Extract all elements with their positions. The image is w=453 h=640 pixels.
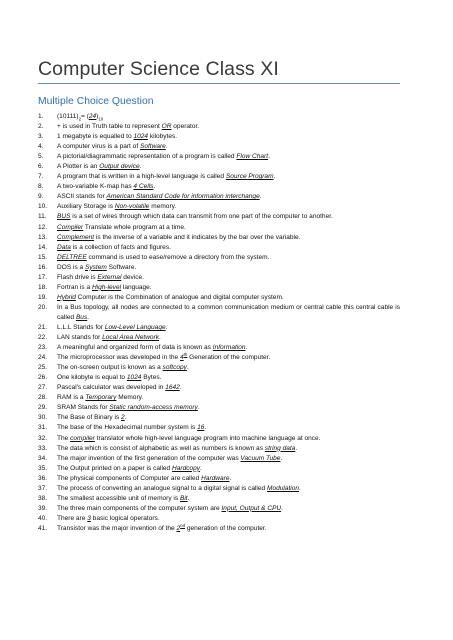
question-text: . <box>204 424 207 432</box>
question-text: . <box>259 193 262 201</box>
question-item <box>38 323 400 333</box>
answer-text: External <box>97 273 122 281</box>
question-item <box>38 273 400 283</box>
answer-text: 1642 <box>165 384 180 392</box>
question-item <box>38 202 400 212</box>
ordinal-superscript: nd <box>180 522 186 528</box>
question-text: A program that is written in a high-level language is called <box>57 173 226 181</box>
question-number: 34. <box>38 454 48 462</box>
answer-text: BUS <box>57 213 71 221</box>
question-text: ASCII stands for <box>57 193 107 201</box>
question-number: 12. <box>38 223 48 231</box>
answer-text: 2 <box>176 524 181 532</box>
question-item <box>38 454 400 464</box>
question-item <box>38 263 400 273</box>
question-text: A pictorial/diagrammatic representation of a program is called <box>57 153 237 161</box>
answer-text: softcopy <box>162 364 187 372</box>
question-text: The base of the Hexadecimal number system is <box>57 424 198 432</box>
question-number: 14. <box>38 243 48 251</box>
question-text: Pascal's calculator was developed in <box>57 384 166 392</box>
question-number: 17. <box>38 273 48 281</box>
question-item <box>38 444 400 454</box>
question-number: 6. <box>38 163 44 171</box>
question-number: 8. <box>38 183 44 191</box>
question-number: 16. <box>38 263 48 271</box>
question-number: 23. <box>38 344 48 352</box>
question-number: 19. <box>38 293 48 301</box>
question-number: 13. <box>38 233 48 241</box>
question-number: 33. <box>38 444 48 452</box>
question-text: is a set of wires through which data can transmit from one part of the computer to another. <box>70 213 333 221</box>
answer-text: High-level <box>91 283 122 291</box>
question-text: Computer is the Combination of analogue and digital computer system. <box>75 293 284 301</box>
answer-text: System <box>85 263 107 271</box>
question-number: 35. <box>38 464 48 472</box>
answer-text: 16 <box>197 424 205 432</box>
document-title: Computer Science Class XI <box>38 58 279 80</box>
question-text: is a collection of facts and figures. <box>70 243 171 251</box>
question-number: 40. <box>38 514 48 522</box>
question-number: 11. <box>38 213 47 221</box>
question-number: 29. <box>38 404 48 412</box>
title-underline <box>38 83 400 84</box>
question-item <box>38 253 400 263</box>
question-text: DOS is a <box>57 263 86 271</box>
answer-text: DELTREE <box>57 253 87 261</box>
question-item <box>38 233 400 243</box>
question-text: Bytes. <box>141 374 162 382</box>
question-text: The three main components of the computer system are <box>57 504 222 512</box>
answer-text: Data <box>57 243 71 251</box>
base-subscript: 2 <box>78 116 82 122</box>
question-text: . <box>281 504 283 512</box>
question-text: basic logical operators. <box>90 514 160 522</box>
question-item <box>38 333 400 343</box>
question-text: generation of the computer. <box>185 524 267 532</box>
question-list <box>38 112 400 534</box>
answer-text: Information <box>212 344 246 352</box>
question-text: language. <box>121 283 152 291</box>
question-text: memory. <box>149 203 177 211</box>
question-text: . <box>268 153 270 161</box>
question-item <box>38 162 400 172</box>
answer-text: Local Area Network <box>102 334 160 342</box>
question-text: ) <box>96 113 99 120</box>
question-text: translator whole high-level language program into machine language at once. <box>94 434 321 442</box>
question-text: . <box>186 364 189 372</box>
question-item <box>38 403 400 413</box>
answer-text: 4 Cells <box>133 183 154 191</box>
question-text: . <box>295 444 298 452</box>
question-text: One kilobyte is equal to <box>57 374 127 382</box>
question-text: There are <box>57 514 88 522</box>
answer-text: Hybrid <box>57 293 76 301</box>
question-text: . <box>245 344 248 352</box>
answer-text: Static random-access memory <box>109 404 198 412</box>
answer-text: Non-volatile <box>114 203 150 211</box>
question-text: A Plotter is an <box>57 163 100 171</box>
question-item <box>38 293 400 303</box>
answer-text: 3 <box>87 514 91 522</box>
question-number: 18. <box>38 283 48 291</box>
question-text: . <box>87 313 90 321</box>
question-text: (10111) <box>57 113 79 120</box>
question-text: . <box>165 323 168 331</box>
answer-text: OR <box>161 123 172 131</box>
question-text: device. <box>121 273 144 281</box>
question-number: 27. <box>38 384 48 392</box>
question-text: Memory. <box>116 394 144 402</box>
question-item <box>38 474 400 484</box>
question-text: In a Bus topology, all nodes are connected to a common communication medium or central cable this central cable is called <box>57 303 400 321</box>
question-item <box>38 122 400 132</box>
question-text: . <box>165 143 168 151</box>
question-text: . <box>229 474 232 482</box>
question-number: 21. <box>38 323 48 331</box>
question-item <box>38 373 400 383</box>
question-number: 4. <box>38 143 44 151</box>
question-text: The Base of Binary is <box>57 414 122 422</box>
question-item <box>38 243 400 253</box>
section-heading: Multiple Choice Question <box>38 96 154 107</box>
question-text: Software. <box>106 263 137 271</box>
question-number: 30. <box>38 414 48 422</box>
question-number: 36. <box>38 474 48 482</box>
answer-text: Complement <box>57 233 95 241</box>
question-text: . <box>139 163 142 171</box>
answer-text: American Standard Code for information interchange <box>106 193 260 201</box>
question-number: 22. <box>38 334 48 342</box>
question-item <box>38 142 400 152</box>
question-text: A meaningful and organized form of data is known as <box>57 344 213 352</box>
question-text: Fortran is a <box>57 283 92 291</box>
question-text: RAM is a <box>57 394 86 402</box>
answer-text: Hardware <box>201 474 230 482</box>
question-item <box>38 484 400 494</box>
question-item <box>38 383 400 393</box>
question-item <box>38 152 400 162</box>
question-text: command is used to ease/remove a directory from the system. <box>86 253 270 261</box>
question-item <box>38 172 400 182</box>
question-text: Auxiliary Storage is <box>57 203 115 211</box>
question-number: 7. <box>38 173 44 181</box>
answer-text: Low-Level Language <box>104 323 166 331</box>
question-text: A two-variable K-map has <box>57 183 134 191</box>
question-text: The on-screen output is known as a <box>57 364 163 372</box>
question-text: . <box>200 464 202 472</box>
question-text: The data which is consist of alphabetic as well as numbers is known as <box>57 444 265 452</box>
question-number: 20. <box>38 303 48 311</box>
question-item <box>38 192 400 202</box>
ordinal-superscript: th <box>183 351 188 357</box>
question-text: . <box>273 173 276 181</box>
question-item <box>38 303 400 323</box>
answer-text: Modulation <box>267 484 300 492</box>
answer-text: Temporary <box>85 394 117 402</box>
answer-text: Vacuum Tube <box>240 454 281 462</box>
question-item <box>38 212 400 222</box>
answer-text: string data <box>264 444 296 452</box>
question-text: . <box>299 484 301 492</box>
question-number: 15. <box>38 253 48 261</box>
question-number: 32. <box>38 434 48 442</box>
question-item <box>38 434 400 444</box>
question-number: 2. <box>38 123 44 131</box>
question-text: Transistor was the major invention of the <box>57 524 177 532</box>
question-number: 5. <box>38 153 44 161</box>
answer-text: 1024 <box>133 133 149 141</box>
question-text: . <box>153 183 156 191</box>
answer-text: Flow Chart <box>236 153 269 161</box>
question-item <box>38 182 400 192</box>
question-item <box>38 343 400 353</box>
question-text: The Output printed on a paper is called <box>57 464 173 472</box>
question-text: The <box>57 434 71 442</box>
question-number: 9. <box>38 193 44 201</box>
answer-text: Software <box>139 143 166 151</box>
question-item <box>38 132 400 142</box>
answer-text: Hardcopy <box>172 464 201 472</box>
question-text: L.L.L Stands for <box>57 323 105 331</box>
question-text: The smallest accessible unit of memory is <box>57 494 180 502</box>
question-item <box>38 524 400 534</box>
question-text: . <box>179 384 182 392</box>
question-text: The process of converting an analogue signal to a digital signal is called <box>57 484 267 492</box>
question-text: . <box>124 414 127 422</box>
question-number: 26. <box>38 374 48 382</box>
question-item <box>38 423 400 433</box>
question-item <box>38 494 400 504</box>
question-text: 1 megabyte is equalled to <box>57 133 134 141</box>
question-text: The physical components of Computer are called <box>57 474 202 482</box>
question-number: 41. <box>38 524 48 532</box>
question-item <box>38 223 400 233</box>
question-number: 37. <box>38 484 48 492</box>
question-text: is the inverse of a variable and it indicates by the bar over the variable. <box>94 233 301 241</box>
question-text: + is used in Truth table to represent <box>57 123 162 131</box>
question-item <box>38 504 400 514</box>
question-text: kilobytes. <box>148 133 178 141</box>
question-item <box>38 353 400 363</box>
question-text: . <box>159 334 161 342</box>
answer-text: 1024 <box>126 374 142 382</box>
question-text: . <box>187 494 190 502</box>
question-text: . <box>280 454 283 462</box>
question-item <box>38 112 400 122</box>
question-number: 28. <box>38 394 48 402</box>
question-number: 39. <box>38 504 48 512</box>
question-text: Generation of the computer. <box>187 354 271 362</box>
question-text: Flash drive is <box>57 273 98 281</box>
answer-text: Input, Output & CPU <box>221 504 282 512</box>
answer-text: Bus <box>75 313 88 321</box>
question-text: . <box>197 404 200 412</box>
question-item <box>38 393 400 403</box>
question-text: SRAM Stands for <box>57 404 110 412</box>
answer-text: 2 <box>121 414 125 422</box>
answer-text: Source Program <box>225 173 274 181</box>
question-text: operator. <box>171 123 200 131</box>
question-text: The microprocessor was developed in the <box>57 354 180 362</box>
answer-text: Output device <box>99 163 140 171</box>
question-number: 24. <box>38 354 48 362</box>
question-text: = ( <box>81 113 89 120</box>
question-item <box>38 283 400 293</box>
question-text: Translate whole program at a time. <box>83 223 186 231</box>
question-number: 31. <box>38 424 48 432</box>
question-number: 1. <box>38 113 44 120</box>
answer-text: 4 <box>180 354 184 362</box>
answer-text: 24 <box>88 113 97 120</box>
answer-text: Bit <box>179 494 188 502</box>
question-text: A computer virus is a part of <box>57 143 140 151</box>
question-item <box>38 514 400 524</box>
question-number: 25. <box>38 364 48 372</box>
base-subscript: 10 <box>98 116 104 122</box>
answer-text: Compiler <box>57 223 84 231</box>
question-number: 10. <box>38 203 48 211</box>
answer-text: compiler <box>70 434 95 442</box>
question-number: 38. <box>38 494 48 502</box>
question-item <box>38 464 400 474</box>
question-text: The major invention of the first generation of the computer was <box>57 454 241 462</box>
question-item <box>38 413 400 423</box>
question-number: 3. <box>38 133 44 141</box>
question-text: LAN stands for <box>57 334 103 342</box>
question-item <box>38 363 400 373</box>
